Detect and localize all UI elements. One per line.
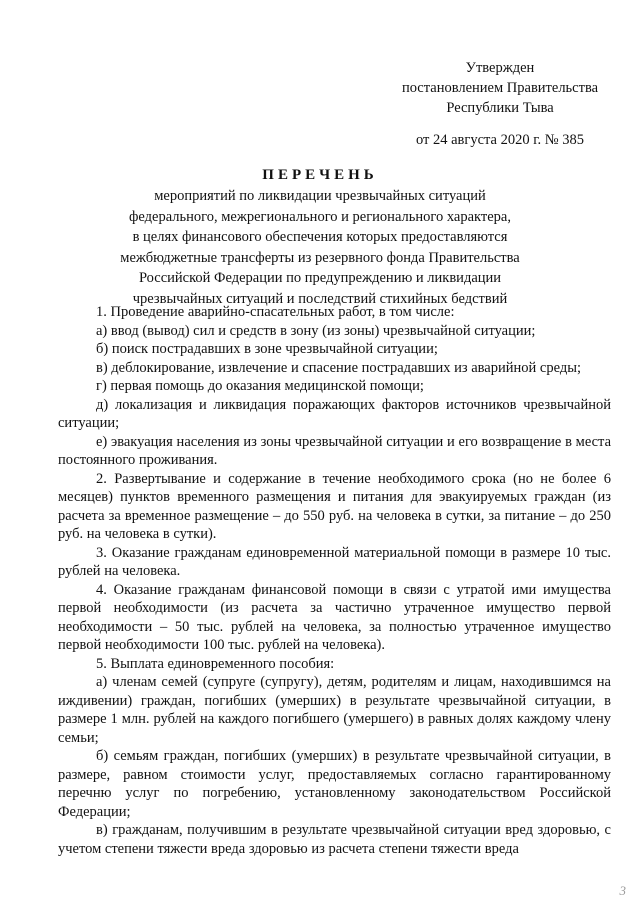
approval-block (380, 58, 620, 150)
approval-line-republic: Республики Тыва (446, 100, 554, 116)
paragraph-1v: в) деблокирование, извлечение и спасение пострадавших из аварийной среды; (96, 359, 581, 376)
paragraph-3: 3. Оказание гражданам единовременной материальной помощи в размере 10 тыс. рублей на человека. (58, 544, 611, 579)
document-body (58, 303, 611, 858)
paragraph-1d: д) локализация и ликвидация поражающих факторов источников чрезвычайной ситуации; (58, 396, 611, 431)
paragraph-1g: г) первая помощь до оказания медицинской помощи; (96, 378, 424, 394)
subtitle-line: мероприятий по ликвидации чрезвычайных ситуаций (154, 188, 486, 204)
paragraph-5b: б) семьям граждан, погибших (умерших) в результате чрезвычайной ситуации, в размере, равном стоимости услуг, предоставляемых согласно гарантированному перечню услуг по погребению, установленному законодательством Российской Федерации; (58, 748, 611, 820)
subtitle-line: межбюджетные трансферты из резервного фонда Правительства (120, 249, 520, 266)
document-subtitle (80, 186, 560, 309)
paragraph-1b: б) поиск пострадавших в зоне чрезвычайной ситуации; (96, 341, 438, 357)
subtitle-line: чрезвычайных ситуаций и последствий стихийных бедствий (132, 290, 508, 307)
approval-line-resolution: постановлением Правительства (401, 80, 599, 96)
subtitle-line: в целях финансового обеспечения которых предоставляются (132, 229, 508, 245)
paragraph-5a: а) членам семей (супруге (супругу), детям, родителям и лицам, находившимся на иждивении) граждан, погибших (умерших) в результате чрезвычайной ситуации, в размере 1 млн. рублей на каждого погибшего (умершего) в равных долях каждому члену семьи; (58, 674, 611, 746)
paragraph-1e: е) эвакуация населения из зоны чрезвычайной ситуации и его возвращение в места постоянного проживания. (58, 433, 611, 468)
document-title: ПЕРЕЧЕНЬ (262, 167, 378, 183)
page-number: 3 (619, 883, 626, 898)
paragraph-2: 2. Развертывание и содержание в течение необходимого срока (но не более 6 месяцев) пунктов временного размещения и питания для эвакуируемых граждан (из расчета за временное размещение – до 550 руб. на человека в сутки, за питание – до 250 руб. на человека в сутки). (58, 470, 611, 542)
paragraph-1: 1. Проведение аварийно-спасательных работ, в том числе: (96, 304, 455, 320)
subtitle-line: Российской Федерации по предупреждению и ликвидации (138, 270, 502, 286)
approval-line-approved: Утвержден (465, 60, 535, 76)
paragraph-5: 5. Выплата единовременного пособия: (96, 655, 335, 672)
subtitle-line: федерального, межрегионального и регионального характера, (129, 208, 511, 225)
approval-date: от 24 августа 2020 г. № 385 (415, 132, 585, 148)
paragraph-4: 4. Оказание гражданам финансовой помощи в связи с утратой ими имущества первой необходимости (из расчета за частично утраченное имущество первой необходимости – 50 тыс. рублей на человека, за полностью утраченное имущество первой необходимости 100 тыс. рублей на человека). (58, 581, 611, 653)
paragraph-5v: в) гражданам, получившим в результате чрезвычайной ситуации вред здоровью, с учетом степени тяжести вреда здоровью из расчета степени тяжести вреда (58, 822, 611, 857)
paragraph-1a: а) ввод (вывод) сил и средств в зону (из зоны) чрезвычайной ситуации; (96, 322, 536, 339)
